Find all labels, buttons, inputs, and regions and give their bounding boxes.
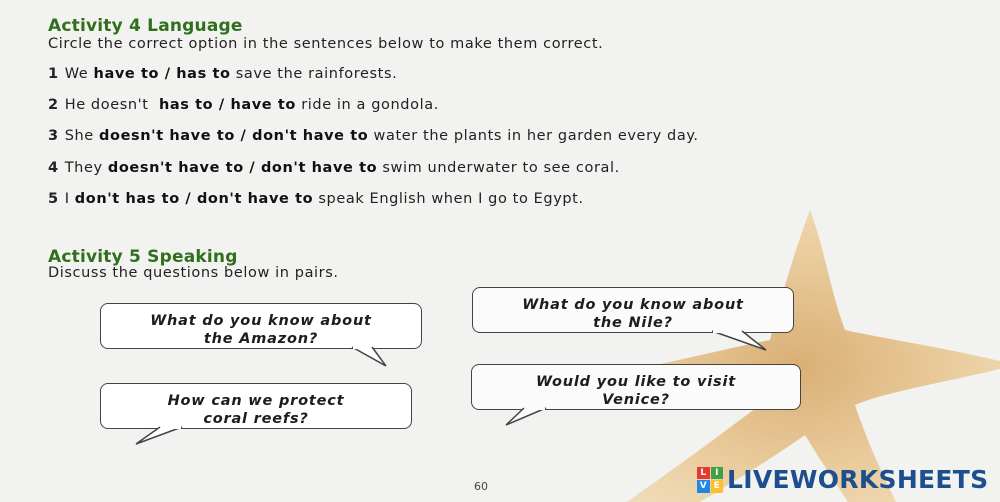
- sentence-number: 1: [48, 66, 59, 82]
- sentence-number: 2: [48, 97, 59, 113]
- sentence-2: [48, 97, 439, 113]
- option-choice[interactable]: don't has to / don't have to: [74, 191, 314, 207]
- sentence-number: 4: [48, 160, 59, 176]
- logo-letter: E: [711, 480, 724, 493]
- liveworksheets-logo[interactable]: [697, 465, 988, 494]
- sentence-number: 3: [48, 128, 59, 144]
- logo-letter: L: [697, 467, 710, 480]
- logo-text: LIVEWORKSHEETS: [727, 465, 989, 494]
- bubble-line: What do you know about: [150, 313, 372, 329]
- speech-bubble-nile: [472, 287, 794, 333]
- sentence-text: I: [64, 191, 75, 207]
- sentence-text: save the rainforests.: [230, 66, 398, 82]
- bubble-tail: [350, 346, 390, 368]
- logo-letter: I: [711, 467, 724, 480]
- sentence-text: ride in a gondola.: [295, 97, 439, 113]
- sentence-number: 5: [48, 191, 59, 207]
- speech-bubble-coral-reefs: [100, 383, 412, 429]
- liveworksheets-logo-icon: [697, 467, 723, 493]
- bubble-tail: [496, 407, 556, 427]
- option-choice[interactable]: have to / has to: [93, 66, 231, 82]
- option-choice[interactable]: doesn't have to / don't have to: [99, 128, 369, 144]
- speech-bubble-amazon: [100, 303, 422, 349]
- bubble-line: What do you know about: [522, 297, 744, 313]
- option-choice[interactable]: doesn't have to / don't have to: [107, 160, 378, 176]
- speech-bubble-venice: [471, 364, 801, 410]
- sentence-text: speak English when I go to Egypt.: [313, 191, 584, 207]
- bubble-line: How can we protect: [167, 393, 345, 409]
- sentence-text: They: [64, 160, 108, 176]
- bubble-line: Would you like to visit: [536, 374, 736, 390]
- bubble-line: the Nile?: [593, 315, 673, 331]
- bubble-line: coral reefs?: [203, 411, 309, 427]
- sentence-4: [48, 160, 620, 176]
- activity4-instruction: Circle the correct option in the sentences below to make them correct.: [48, 36, 604, 52]
- sentence-text: He doesn't: [64, 97, 159, 113]
- sentence-1: [48, 66, 397, 82]
- bubble-tail: [132, 426, 192, 446]
- sentence-3: [48, 128, 699, 144]
- bubble-line: Venice?: [602, 392, 670, 408]
- activity5-instruction: Discuss the questions below in pairs.: [48, 265, 339, 281]
- option-choice[interactable]: has to / have to: [158, 97, 296, 113]
- bubble-line: the Amazon?: [203, 331, 319, 347]
- activity5-heading: Activity 5 Speaking: [48, 247, 238, 267]
- sentence-text: She: [64, 128, 100, 144]
- logo-letter: V: [697, 480, 710, 493]
- sentence-text: swim underwater to see coral.: [377, 160, 620, 176]
- sentence-5: [48, 191, 584, 207]
- sentence-text: We: [64, 66, 94, 82]
- bubble-tail: [710, 330, 770, 352]
- activity4-heading: Activity 4 Language: [48, 16, 243, 36]
- sentence-text: water the plants in her garden every day.: [368, 128, 699, 144]
- page-number: 60: [474, 480, 488, 493]
- starfish-image: [560, 190, 1000, 502]
